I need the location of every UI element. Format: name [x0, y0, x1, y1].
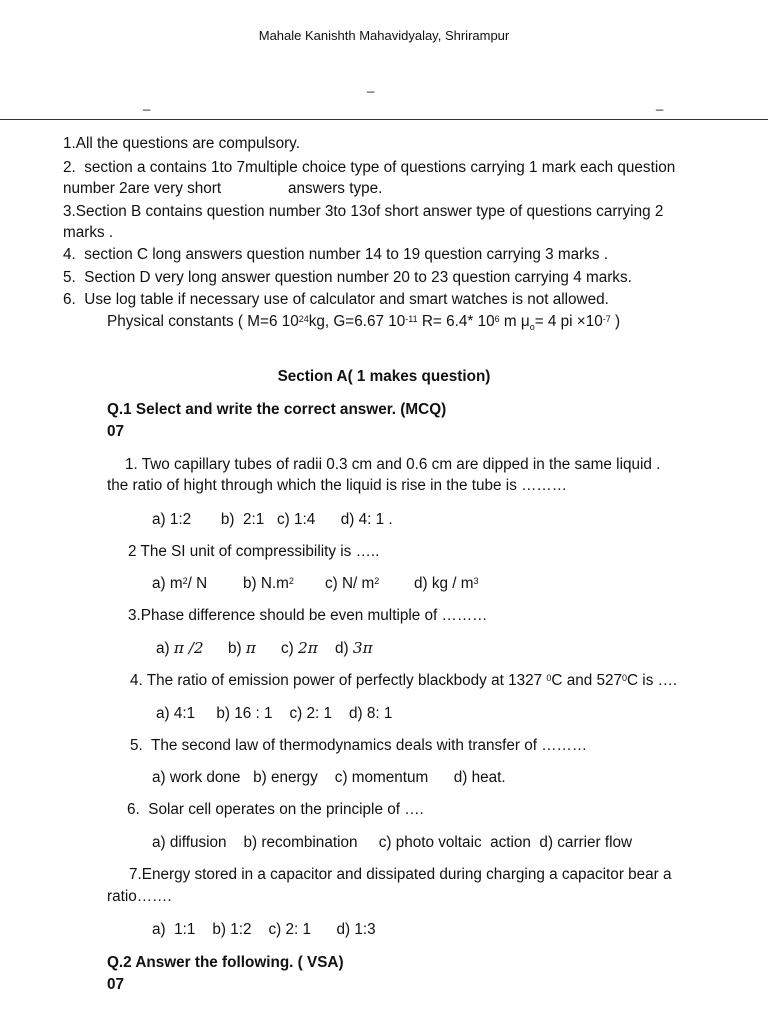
mcq-7-stem-cont: ratio…….: [107, 888, 172, 905]
mcq-6-stem: 6. Solar cell operates on the principle of ….: [127, 801, 424, 818]
mcq-5-stem: 5. The second law of thermodynamics deals with transfer of ………: [130, 737, 588, 754]
instruction-2: 2. section a contains 1to 7multiple choice type of questions carrying 1 mark each question: [63, 159, 676, 176]
q1-marks: 07: [107, 423, 125, 440]
mcq-2-stem: 2 The SI unit of compressibility is …..: [128, 543, 380, 560]
mcq-3-option-b: b) π: [228, 639, 256, 657]
mcq-3-option-a: a) π /2: [156, 639, 204, 657]
mcq-3-option-d: d) 3π: [335, 639, 373, 657]
mcq-1-stem-cont: the ratio of hight through which the liquid is rise in the tube is ………: [107, 477, 567, 494]
instruction-2-cont-b: answers type.: [288, 180, 383, 197]
instruction-5: 5. Section D very long answer question number 20 to 23 question carrying 4 marks.: [63, 269, 632, 286]
q1-title: Q.1 Select and write the correct answer. (MCQ): [107, 401, 447, 418]
header-dash-center: _: [367, 78, 375, 93]
mcq-2-option-a: a) $m^2/$ N: [152, 575, 208, 592]
mcq-7-options: a) 1:1 b) 1:2 c) 2: 1 d) 1:3: [152, 921, 376, 938]
header-dash-left: _: [143, 96, 151, 111]
mcq-6-options: a) diffusion b) recombination c) photo voltaic action d) carrier flow: [152, 834, 633, 851]
section-a-title: Section A( 1 makes question): [277, 368, 491, 385]
header-dash-right: _: [656, 96, 664, 111]
mcq-2-option-c: c) N/ $m^2$: [325, 575, 380, 592]
mcq-4-options: a) 4:1 b) 16 : 1 c) 2: 1 d) 8: 1: [156, 705, 393, 722]
mcq-3-stem: 3.Phase difference should be even multiple of ………: [128, 607, 488, 624]
instruction-6: 6. Use log table if necessary use of calculator and smart watches is not allowed.: [63, 291, 609, 308]
instruction-3: 3.Section B contains question number 3to 13of short answer type of questions carrying 2: [63, 203, 664, 220]
mcq-3-option-c: c) 2π: [281, 639, 318, 657]
instruction-1: 1.All the questions are compulsory.: [63, 135, 300, 152]
mcq-1-stem: 1. Two capillary tubes of radii 0.3 cm and 0.6 cm are dipped in the same liquid .: [125, 456, 661, 473]
mcq-1-options: a) 1:2 b) 2:1 c) 1:4 d) 4: 1 .: [152, 511, 393, 528]
q2-marks: 07: [107, 976, 125, 993]
instruction-2-cont: number 2are very short: [63, 180, 222, 197]
instruction-3-cont: marks .: [63, 224, 114, 241]
header-rule: [0, 119, 768, 120]
mcq-2-option-d: d) kg / $m^3$: [414, 575, 479, 592]
mcq-5-options: a) work done b) energy c) momentum d) heat.: [152, 769, 506, 786]
school-name: Mahale Kanishth Mahavidyalay, Shrirampur: [258, 28, 510, 43]
physical-constants: Physical constants ( M=6 $10^{24}kg$, G=6.67 $10^{-11}$ R= 6.4* $10^6$ m $\mu_o= 4$ pi $\times 10^{-7}$ ): [107, 313, 621, 333]
mcq-7-stem: 7.Energy stored in a capacitor and dissipated during charging a capacitor bear a: [129, 866, 672, 883]
q2-title: Q.2 Answer the following. ( VSA): [107, 954, 344, 971]
mcq-2-option-b: b) $N.m^2$: [243, 575, 294, 592]
instruction-4: 4. section C long answers question number 14 to 19 question carrying 3 marks .: [63, 246, 609, 263]
mcq-4-stem: 4. The ratio of emission power of perfectly blackbody at 1327 $^0$C and $527^0C$ is ….: [130, 672, 678, 689]
